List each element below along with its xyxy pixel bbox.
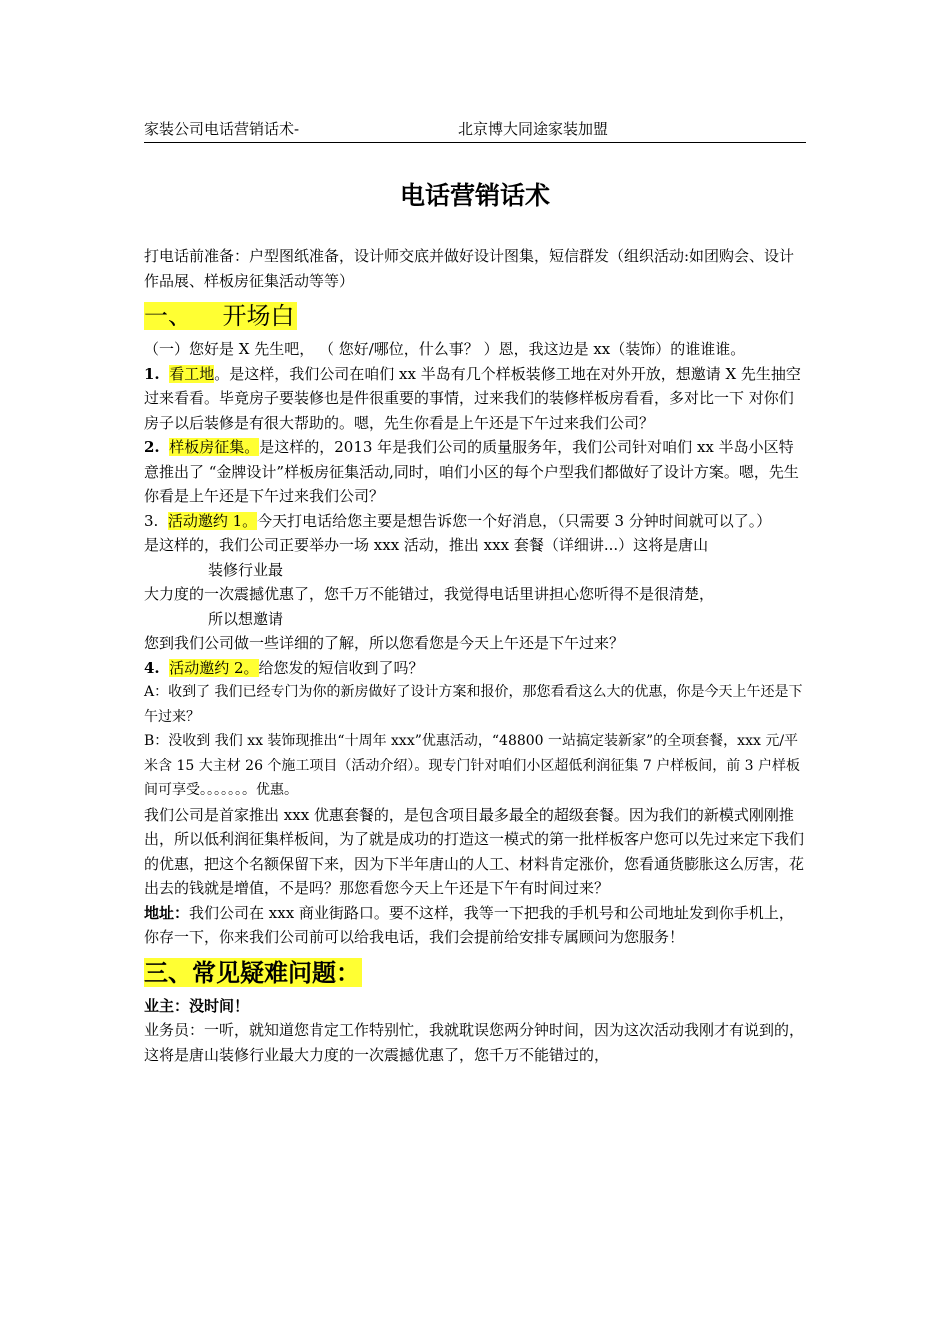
item3-tag: 活动邀约 1。 <box>167 511 258 530</box>
header-right: 北京博大同途家装加盟 <box>458 120 609 138</box>
staff-line: 业务员：一听，就知道您肯定工作特别忙，我就耽误您两分钟时间，因为这次活动我刚才有说到的，这将是唐山装修行业最大力度的一次震撼优惠了，您千万不能错过的， <box>144 1021 805 1064</box>
header-left: 家装公司电话营销话术- <box>144 120 300 138</box>
address-paragraph: 地址：我们公司在 xxx 商业街路口。要不这样，我等一下把我的手机号和公司地址发到你手机上，你存一下，你来我们公司前可以给我电话，我们会提前给安排专属顾问为您服务！ <box>144 903 794 946</box>
answer-a: A：收到了 我们已经专门为你的新房做好了设计方案和报价，那您看看这么大的优惠，你是今天上午还是下午过来？ <box>144 684 803 725</box>
item2-tag: 样板房征集。 <box>169 438 260 456</box>
page-header <box>144 114 806 143</box>
item3-line1: 是这样的，我们公司正要举办一场 xxx 活动，推出 xxx 套餐（详细讲...）这将是唐山 <box>144 536 709 554</box>
item3-line2: 大力度的一次震撼优惠了，您千万不能错过，我觉得电话里讲担心您听得不是很清楚， <box>144 585 715 603</box>
prep-paragraph: 打电话前准备：户型图纸准备，设计师交底并做好设计图集，短信群发（组织活动:如团购会、设计作品展、样板房征集活动等等） <box>144 247 795 290</box>
item3-line3: 您到我们公司做一些详细的了解，所以您看您是今天上午还是下午过来？ <box>144 634 625 652</box>
item3-line1b: 装修行业最 <box>208 560 284 579</box>
section-heading-faq: 三、常见疑难问题： <box>144 957 360 987</box>
item-4: 4. 活动邀约 2。给您发的短信收到了吗？ <box>144 658 424 677</box>
company-paragraph: 我们公司是首家推出 xxx 优惠套餐的，是包含项目最多最全的超级套餐。因为我们的新模式刚刚推出，所以低利润征集样板间，为了就是成功的打造这一模式的第一批样板客户您可以先过来定下我们的优惠，把这个名额保留下来，因为下半年唐山的人工、材料肯定涨价，您看通货膨胀这么厉害，花出去的钱就是增值，不是吗？那您看您今天上午还是下午有时间过来？ <box>144 805 805 897</box>
document-body <box>144 244 806 1067</box>
section1-label: 开场白 <box>222 302 295 330</box>
item-2: 2. 样板房征集。是这样的，2013 年是我们公司的质量服务年，我们公司针对咱们 xx 半岛小区特意推出了 “金牌设计”样板房征集活动,同时，咱们小区的每个户型我们都做好了设计方案。嗯，先生你看是上午还是下午过来我们公司？ <box>144 438 799 505</box>
item-1: 1. 看工地。是这样，我们公司在咱们 xx 半岛有几个样板装修工地在对外开放，想邀请 X 先生抽空过来看看。毕竟房子要装修也是件很重要的事情，过来我们的装修样板房看看，多对比一下 对你们房子以后装修是有很大帮助的。嗯，先生你看是上午还是下午过来我们公司？ <box>144 364 801 432</box>
item4-tag: 活动邀约 2。 <box>169 658 259 677</box>
section1-num: 一、 <box>144 302 192 330</box>
answer-b: B：没收到 我们 xx 装饰现推出“十周年 xxx”优惠活动，“48800 一站搞定装新家”的全项套餐，xxx 元/平米含 15 大主材 26 个施工项目（活动介绍）。现专门针对咱们小区超低利润征集 7 户样板间，前 3 户样板间可享受。。。。。。。优惠。 <box>144 733 801 798</box>
section-heading-opening <box>144 299 806 333</box>
item-3: 3. 活动邀约 1。今天打电话给您主要是想告诉您一个好消息，（只需要 3 分钟时间就可以了。） <box>144 511 772 530</box>
item3-line2b: 所以想邀请 <box>208 609 284 628</box>
item1-tag: 看工地 <box>169 364 215 383</box>
page-title: 电话营销话术 <box>399 181 550 210</box>
opening-line: （一）您好是 X 先生吧， （ 您好/哪位，什么事？ ）恩，我这边是 xx（装饰）的谁谁谁。 <box>144 340 746 358</box>
owner-line: 业主：没时间！ <box>144 996 250 1015</box>
